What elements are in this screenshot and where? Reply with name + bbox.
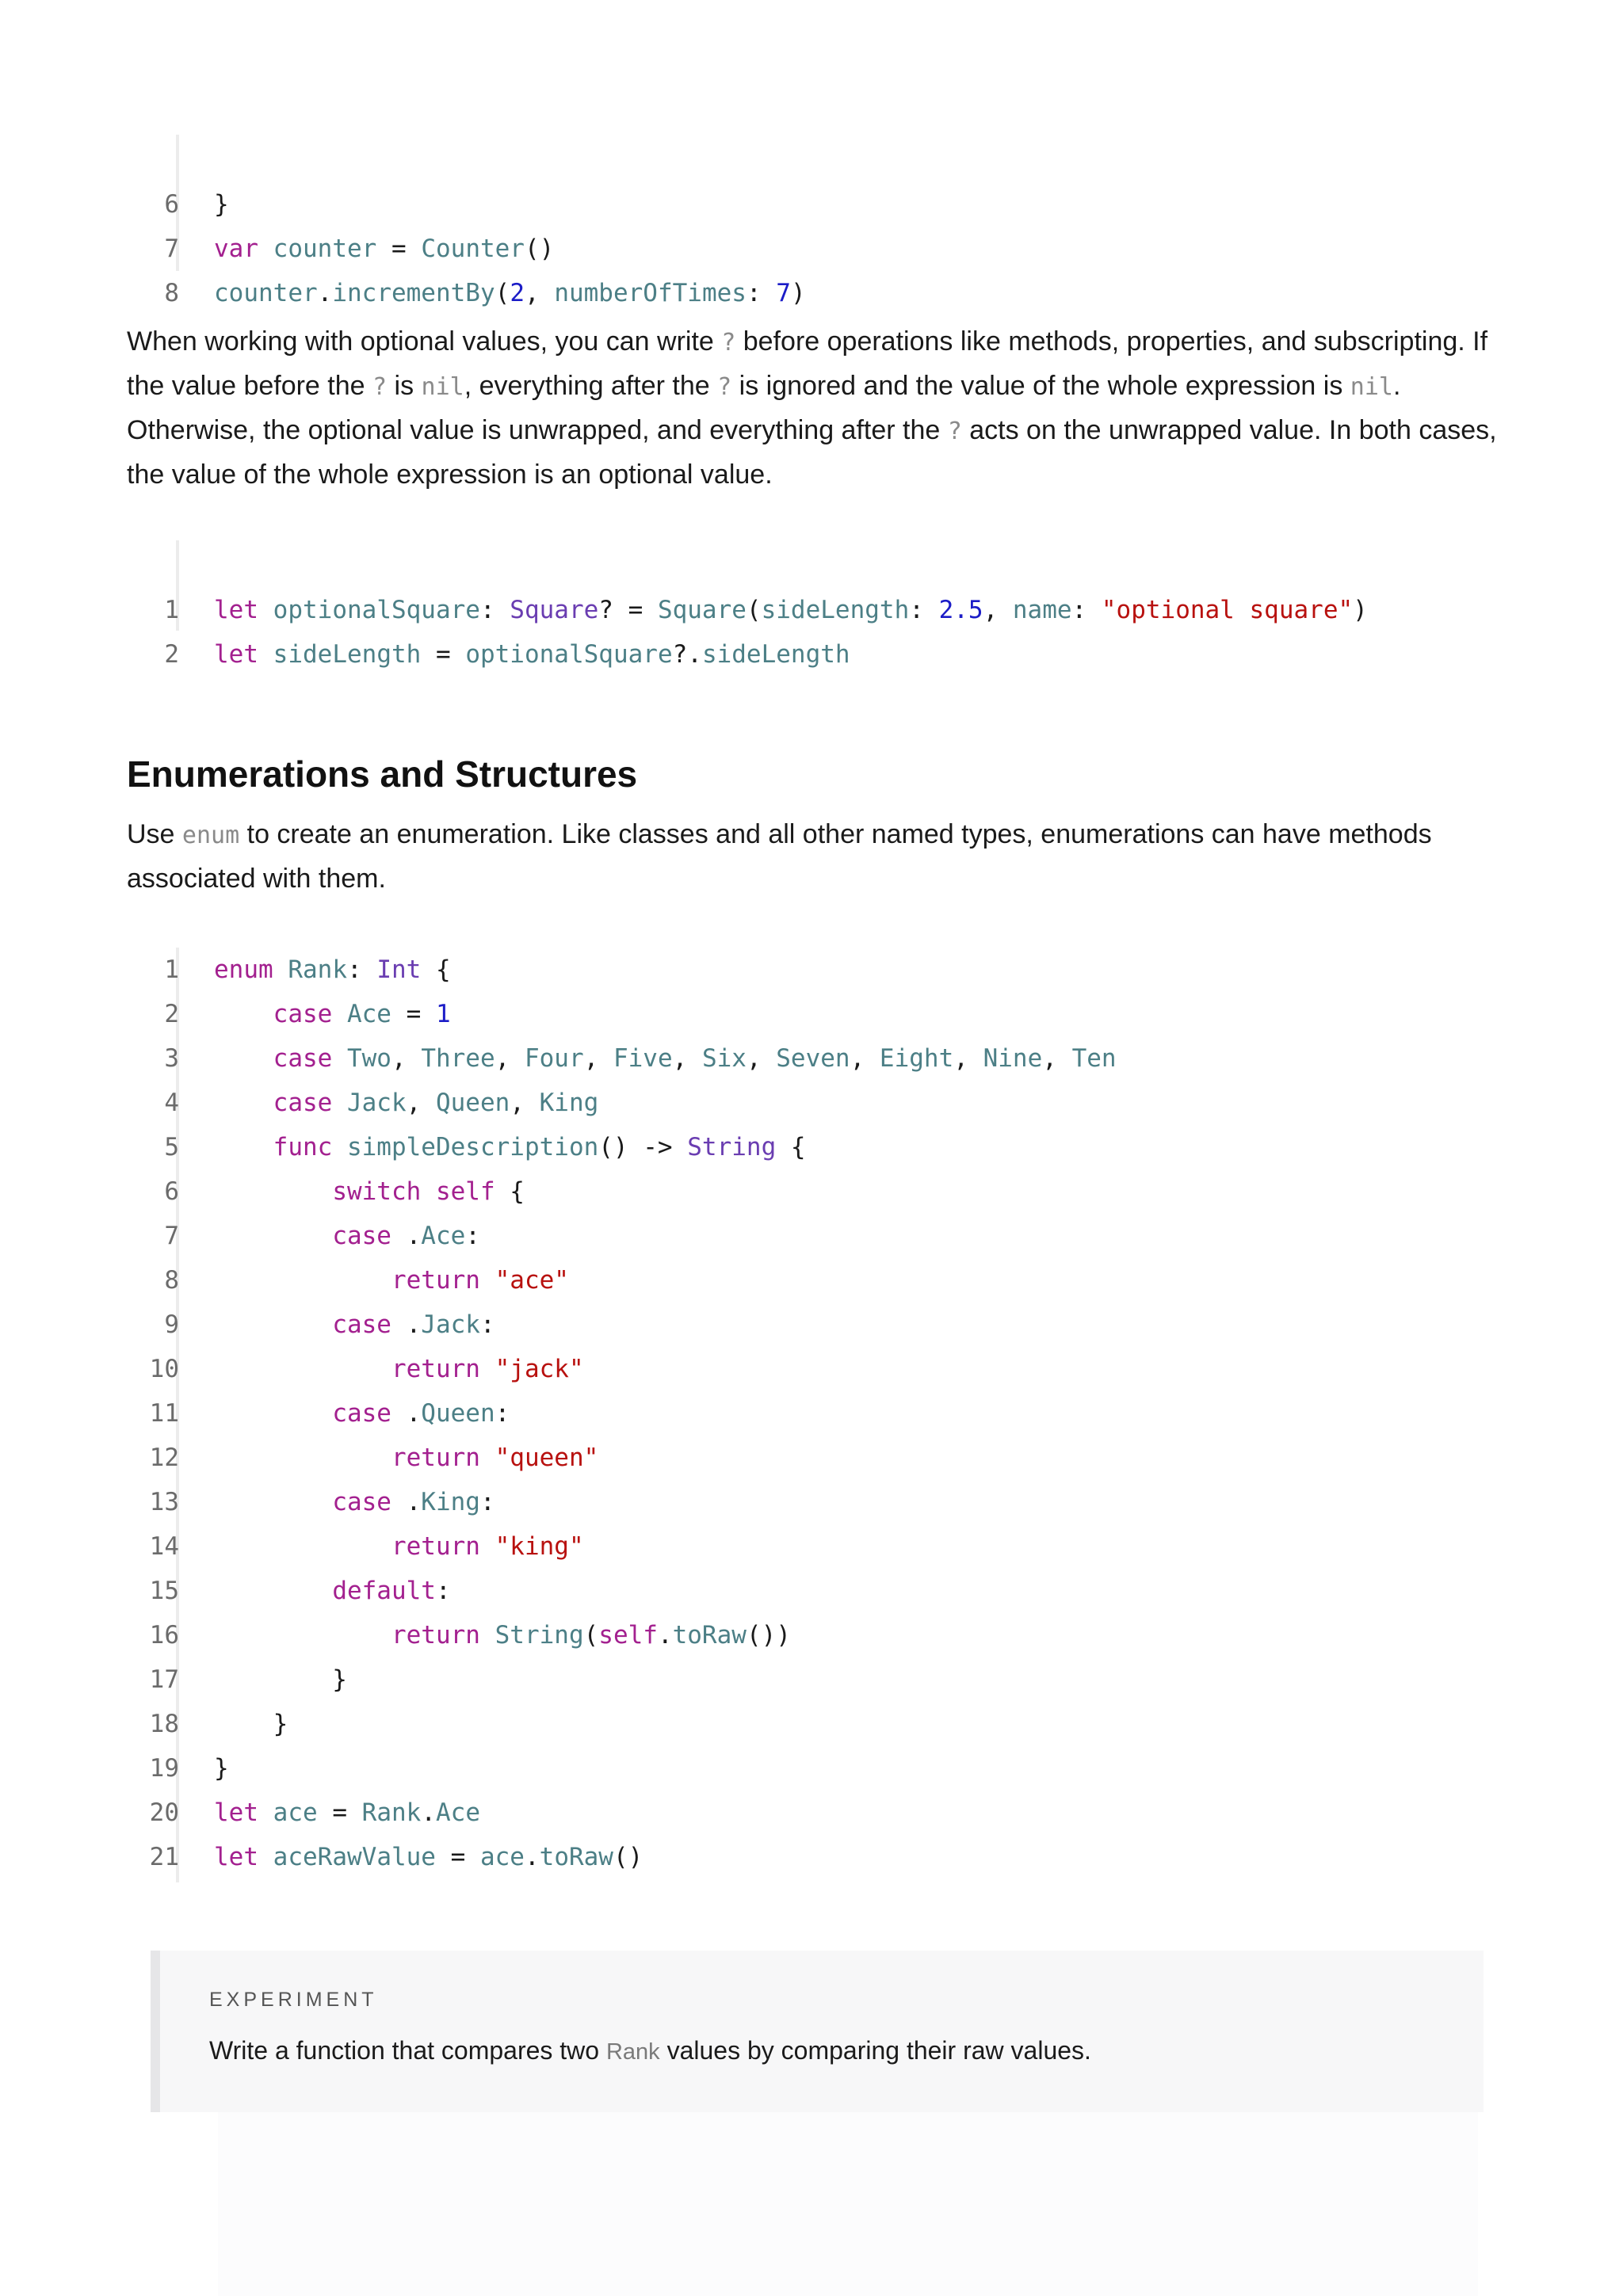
experiment-callout xyxy=(151,1951,1484,2112)
line-number: 5 xyxy=(164,1133,179,1161)
line-number: 13 xyxy=(149,1488,179,1516)
page-fade-area xyxy=(218,2112,1478,2296)
line-number: 1 xyxy=(164,596,179,624)
line-number: 10 xyxy=(149,1355,179,1383)
line-number: 2 xyxy=(164,1000,179,1028)
line-number: 2 xyxy=(164,640,179,669)
inline-code: nil xyxy=(421,373,464,401)
line-number: 1 xyxy=(164,955,179,984)
inline-code: ? xyxy=(721,329,736,357)
line-number: 18 xyxy=(149,1710,179,1738)
line-number: 7 xyxy=(164,1222,179,1250)
line-number: 7 xyxy=(164,235,179,263)
line-number: 14 xyxy=(149,1532,179,1561)
code-line-8: 8 counter.incrementBy(2, numberOfTimes: 7) xyxy=(127,227,1236,360)
code-line-7: 7 var counter = Counter() xyxy=(127,182,1236,315)
line-number: 12 xyxy=(149,1444,179,1472)
line-number: 6 xyxy=(164,1177,179,1206)
line-number: 15 xyxy=(149,1577,179,1605)
inline-code: ? xyxy=(947,418,962,445)
line-number: 21 xyxy=(149,1843,179,1871)
line-number: 16 xyxy=(149,1621,179,1650)
inline-code: Rank xyxy=(605,2039,660,2065)
line-number: 6 xyxy=(164,190,179,219)
line-number: 19 xyxy=(149,1754,179,1783)
line-number: 9 xyxy=(164,1310,179,1339)
line-number: 3 xyxy=(164,1044,179,1073)
paragraph-optional-chaining: When working with optional values, you can write ? before operations like methods, properties, and subscripting. If the value before the ? is nil, everything after the ? is ignored and the value of the whole expression is nil. Otherwise, the optional value is unwrapped, and everything after the ? acts on the unwrapped value. In both cases, the value of the whole expression is an optional value. xyxy=(127,326,1497,490)
section-heading: Enumerations and Structures xyxy=(127,753,638,795)
paragraph-enum-intro: Use enum to create an enumeration. Like classes and all other named types, enumerations can have methods associated with them. xyxy=(127,819,1432,894)
code-block-optional-square xyxy=(127,543,1474,669)
code-line-2: 2 let sideLength = optionalSquare?.sideLength xyxy=(127,588,1474,721)
code-line-1: 1 let optionalSquare: Square? = Square(sideLength: 2.5, name: "optional square") xyxy=(127,543,1474,677)
inline-code: enum xyxy=(181,822,240,849)
line-number: 4 xyxy=(164,1089,179,1117)
inline-code: ? xyxy=(717,373,732,401)
line-number: 17 xyxy=(149,1665,179,1694)
line-number: 11 xyxy=(149,1399,179,1428)
line-number: 8 xyxy=(164,279,179,307)
experiment-label: EXPERIMENT xyxy=(209,1989,378,2011)
inline-code: ? xyxy=(372,373,388,401)
inline-code: nil xyxy=(1350,373,1393,401)
line-number: 8 xyxy=(164,1266,179,1295)
line-number: 20 xyxy=(149,1798,179,1827)
code-block-counter xyxy=(127,138,1236,307)
code-line-6: 6 } xyxy=(127,138,186,271)
experiment-text: Write a function that compares two Rank values by comparing their raw values. xyxy=(209,2036,1091,2065)
code-block-enum-rank: 1 enum Rank: Int { 2 case Ace = 1 3 case Two, Three, Four, Five, Six, Seven, Eight, Nine, Ten 4 case Jack, Queen, King 5 func simpleDescription() -> String { 6 switch self { 7 case .Ace: 8 return "ace" 9 case .Jack: 10 return "jack" 11 case .Queen: 12 return "queen" 13 case .King: 14 return "king" 15 default: 16 return String(self.toRaw()) 17 } 18 } 19 } 20 let ace = Rank.Ace 21 let aceRawValue = ace.toRaw() xyxy=(127,948,1474,1882)
